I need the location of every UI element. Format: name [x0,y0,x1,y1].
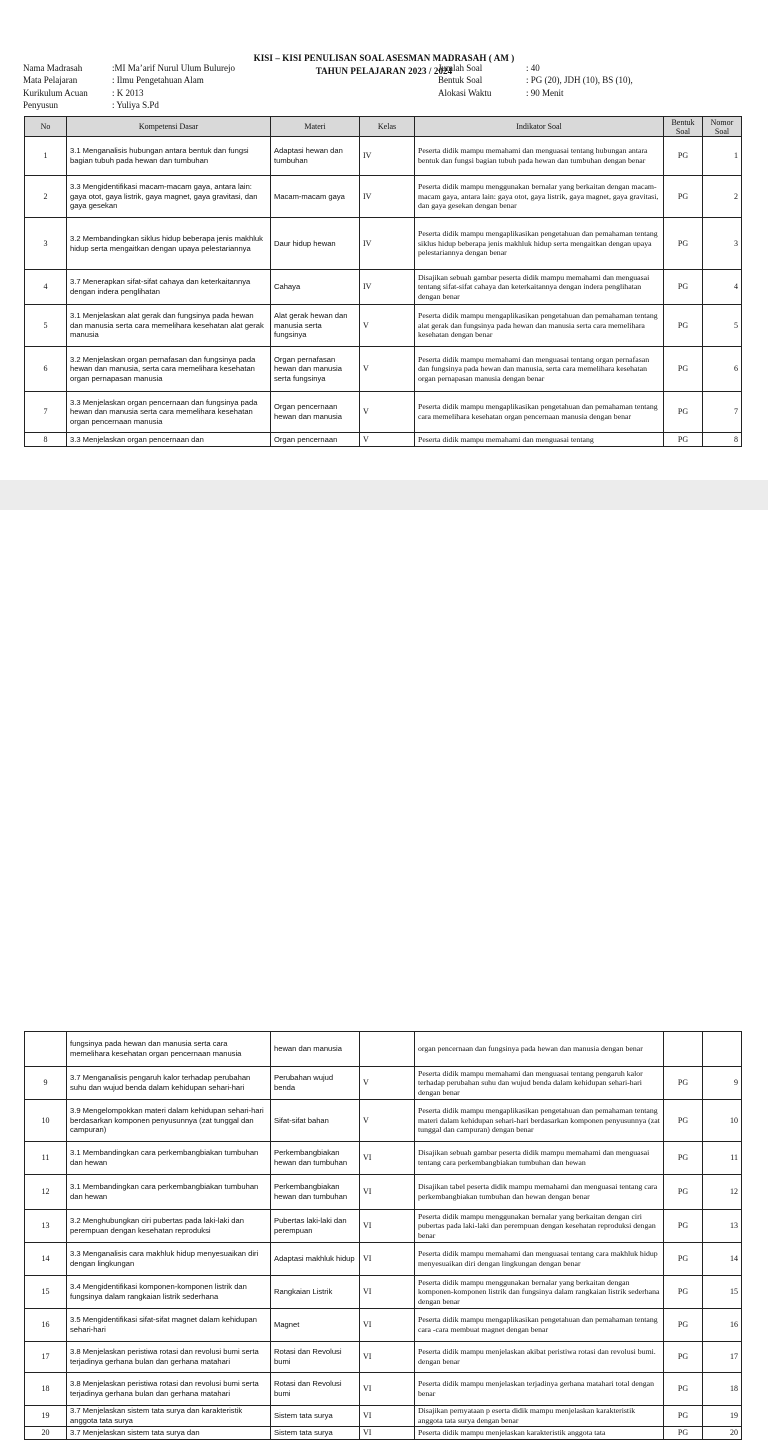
cell-indikator-soal: Peserta didik mampu menjelaskan karakteristik anggota tata [415,1427,664,1440]
kisi-table-page-1 [24,116,742,447]
table-row [25,392,742,433]
cell-nomor-soal: 14 [703,1243,742,1276]
cell-indikator-soal: Disajikan pernyataan p eserta didik mampu menjelaskan karakteristik anggota tata surya dengan benar [415,1406,664,1427]
cell-nomor-soal: 6 [703,347,742,392]
cell-bentuk-soal: PG [664,347,703,392]
cell-bentuk-soal: PG [664,1142,703,1175]
document-title: KISI – KISI PENULISAN SOAL ASESMAN MADRASAH ( AM ) [253,53,515,63]
document-subtitle: TAHUN PELAJARAN 2023 / 2024 [315,66,453,76]
cell-no: 4 [25,270,67,305]
cell-bentuk-soal: PG [664,392,703,433]
column-header: Indikator Soal [415,117,664,137]
cell-no: 5 [25,305,67,347]
cell-bentuk-soal: PG [664,176,703,218]
cell-indikator-soal: Peserta didik mampu mengaplikasikan pengetahuan dan pemahaman tentang materi dalam kehidupan sehari-hari berdasarkan komponen penyusunnya (zat tunggal dan campuran) dengan benar [415,1100,664,1142]
cell-kelas: V [360,1100,415,1142]
cell-indikator-soal: Disajikan sebuah gambar peserta didik mampu memahami dan menguasai tentang sifat-sifat cahaya dan keterkaitannya dengan indera penglihatan dengan benar [415,270,664,305]
cell-kompetensi-dasar: 3.1 Membandingkan cara perkembangbiakan tumbuhan dan hewan [67,1142,271,1175]
cell-indikator-soal: organ pencernaan dan fungsinya pada hewan dan manusia dengan benar [415,1032,664,1067]
document-page-2 [0,510,768,1438]
cell-kompetensi-dasar: 3.7 Menganalisis pengaruh kalor terhadap perubahan suhu dan wujud benda dalam kehidupan sehari-hari [67,1067,271,1100]
cell-kompetensi-dasar: 3.4 Mengidentifikasi komponen-komponen listrik dan fungsinya dalam rangkaian listrik sederhana [67,1276,271,1309]
cell-indikator-soal: Peserta didik mampu menggunakan bernalar yang berkaitan dengan macam-macam gaya, antara lain: gaya otot, gaya listrik, gaya magnet, gaya gravitasi, dan gaya gesekan dengan benar [415,176,664,218]
cell-kelas: VI [360,1243,415,1276]
cell-kelas: V [360,392,415,433]
cell-nomor-soal: 10 [703,1100,742,1142]
cell-kelas: VI [360,1210,415,1243]
cell-nomor-soal: 3 [703,218,742,270]
info-label: Alokasi Waktu [438,87,492,98]
info-value: : 40 [526,63,540,73]
cell-indikator-soal: Peserta didik mampu memahami dan menguasai tentang [415,433,664,447]
cell-indikator-soal: Peserta didik mampu menggunakan bernalar yang berkaitan dengan komponen-komponen listrik dan fungsinya dalam rangkaian listrik sederhana dengan benar [415,1276,664,1309]
column-header: Kelas [360,117,415,137]
info-value: : K 2013 [112,87,144,98]
cell-kompetensi-dasar: 3.8 Menjelaskan peristiwa rotasi dan revolusi bumi serta terjadinya gerhana bulan dan gerhana matahari [67,1342,271,1373]
cell-kelas: V [360,347,415,392]
cell-nomor-soal: 20 [703,1427,742,1440]
cell-indikator-soal: Disajikan tabel peserta didik mampu memahami dan menguasai tentang cara perkembangbiakan tumbuhan dan hewan dengan benar [415,1175,664,1210]
cell-kelas: VI [360,1175,415,1210]
cell-nomor-soal: 9 [703,1067,742,1100]
cell-kelas: VI [360,1427,415,1440]
cell-bentuk-soal: PG [664,1210,703,1243]
cell-no: 11 [25,1142,67,1175]
cell-materi: Adaptasi makhluk hidup [271,1243,360,1276]
cell-materi: Macam-macam gaya [271,176,360,218]
cell-kompetensi-dasar: 3.7 Menjelaskan sistem tata surya dan karakteristik anggota tata surya [67,1406,271,1427]
cell-materi: Perubahan wujud benda [271,1067,360,1100]
cell-nomor-soal: 17 [703,1342,742,1373]
cell-bentuk-soal: PG [664,1243,703,1276]
cell-materi: Sifat-sifat bahan [271,1100,360,1142]
cell-kompetensi-dasar: 3.7 Menjelaskan sistem tata surya dan [67,1427,271,1440]
cell-kompetensi-dasar: 3.1 Menjelaskan alat gerak dan fungsinya pada hewan dan manusia serta cara memelihara kesehatan alat gerak manusia [67,305,271,347]
cell-bentuk-soal: PG [664,1309,703,1342]
cell-bentuk-soal: PG [664,1276,703,1309]
cell-materi: Daur hidup hewan [271,218,360,270]
info-row [23,62,235,74]
table-row [25,1067,742,1100]
cell-kompetensi-dasar: 3.7 Menerapkan sifat-sifat cahaya dan keterkaitannya dengan indera penglihatan [67,270,271,305]
cell-indikator-soal: Peserta didik mampu menggunakan bernalar yang berkaitan dengan ciri pubertas pada laki-laki dan perempuan dengan kesehatan reproduksi dengan benar [415,1210,664,1243]
cell-nomor-soal: 15 [703,1276,742,1309]
cell-kompetensi-dasar: 3.3 Mengidentifikasi macam-macam gaya, antara lain: gaya otot, gaya listrik, gaya magnet, gaya gravitasi, dan gaya gesekan [67,176,271,218]
info-label: Kurikulum Acuan [23,87,88,98]
cell-kompetensi-dasar: 3.3 Menjelaskan organ pencernaan dan [67,433,271,447]
table-header-row [25,117,742,137]
table-row [25,270,742,305]
cell-kelas: VI [360,1276,415,1309]
table-row [25,347,742,392]
cell-materi: Sistem tata surya [271,1406,360,1427]
cell-bentuk-soal: PG [664,433,703,447]
cell-materi: Pubertas laki-laki dan perempuan [271,1210,360,1243]
cell-kompetensi-dasar: 3.2 Menjelaskan organ pernafasan dan fungsinya pada hewan dan manusia, serta cara memelihara kesehatan organ pernapasan manusia [67,347,271,392]
cell-nomor-soal: 12 [703,1175,742,1210]
cell-kompetensi-dasar: 3.8 Menjelaskan peristiwa rotasi dan revolusi bumi serta terjadinya gerhana bulan dan gerhana matahari [67,1373,271,1406]
cell-materi: Perkembangbiakan hewan dan tumbuhan [271,1175,360,1210]
table-row [25,1406,742,1427]
column-header: No [25,117,67,137]
cell-no: 6 [25,347,67,392]
cell-nomor-soal: 11 [703,1142,742,1175]
cell-materi: Adaptasi hewan dan tumbuhan [271,137,360,176]
column-header: Nomor Soal [703,117,742,137]
document-page-1 [0,0,768,480]
table-row [25,1309,742,1342]
kisi-table-page-2 [24,1031,742,1440]
cell-no: 12 [25,1175,67,1210]
column-header: Kompetensi Dasar [67,117,271,137]
cell-bentuk-soal: PG [664,218,703,270]
cell-kelas: VI [360,1309,415,1342]
info-row [23,87,235,99]
cell-no: 2 [25,176,67,218]
info-row [23,74,235,86]
cell-kelas: VI [360,1342,415,1373]
cell-nomor-soal: 5 [703,305,742,347]
cell-bentuk-soal: PG [664,270,703,305]
info-label: Mata Pelajaran [23,75,78,86]
cell-no: 8 [25,433,67,447]
cell-materi: Alat gerak hewan dan manusia serta fungsinya [271,305,360,347]
cell-bentuk-soal: PG [664,1373,703,1406]
column-header: Materi [271,117,360,137]
cell-nomor-soal: 2 [703,176,742,218]
info-label: Nama Madrasah [23,63,83,73]
cell-bentuk-soal: PG [664,305,703,347]
cell-nomor-soal: 8 [703,433,742,447]
cell-kompetensi-dasar: 3.2 Menghubungkan ciri pubertas pada laki-laki dan perempuan dengan kesehatan reproduksi [67,1210,271,1243]
cell-kelas: IV [360,270,415,305]
cell-bentuk-soal [664,1032,703,1067]
table-row [25,1276,742,1309]
cell-bentuk-soal: PG [664,1067,703,1100]
cell-materi: Cahaya [271,270,360,305]
cell-kelas: VI [360,1406,415,1427]
cell-kelas: V [360,305,415,347]
cell-kompetensi-dasar: 3.3 Menganalisis cara makhluk hidup menyesuaikan diri dengan lingkungan [67,1243,271,1276]
info-row [438,62,633,74]
cell-indikator-soal: Peserta didik mampu memahami dan menguasai tentang organ pernafasan dan fungsinya pada hewan dan manusia, serta cara memelihara kesehatan organ pernapasan manusia dengan benar [415,347,664,392]
page-gap [0,480,768,510]
cell-materi: Rotasi dan Revolusi bumi [271,1342,360,1373]
table-row [25,433,742,447]
cell-kelas: VI [360,1142,415,1175]
info-row [23,99,235,111]
cell-kelas [360,1032,415,1067]
cell-materi: Magnet [271,1309,360,1342]
cell-materi: Organ pencernaan hewan dan manusia [271,392,360,433]
cell-kelas: IV [360,218,415,270]
cell-no: 16 [25,1309,67,1342]
cell-materi: hewan dan manusia [271,1032,360,1067]
info-left [23,62,235,111]
cell-no: 18 [25,1373,67,1406]
cell-nomor-soal: 4 [703,270,742,305]
cell-indikator-soal: Peserta didik mampu menjelaskan terjadinya gerhana matahari total dengan benar [415,1373,664,1406]
table-row [25,1210,742,1243]
cell-bentuk-soal: PG [664,1427,703,1440]
info-row [438,74,633,86]
cell-nomor-soal: 1 [703,137,742,176]
cell-no: 15 [25,1276,67,1309]
table-row [25,1427,742,1440]
cell-no [25,1032,67,1067]
table-row [25,1373,742,1406]
cell-materi: Sistem tata surya [271,1427,360,1440]
cell-no: 10 [25,1100,67,1142]
cell-indikator-soal: Peserta didik mampu mengaplikasikan pengetahuan dan pemahaman tentang siklus hidup beberapa jenis makhluk hidup serta mengaitkan dengan upaya pelestariannya dengan benar [415,218,664,270]
info-label: Bentuk Soal [438,75,483,86]
cell-kelas: VI [360,1373,415,1406]
cell-indikator-soal: Peserta didik mampu mengaplikasikan pengetahuan dan pemahaman tentang cara memelihara kesehatan organ pencernaan manusia dengan benar [415,392,664,433]
info-value: : PG (20), JDH (10), BS (10), [526,75,633,86]
info-value: : Yuliya S.Pd [112,99,159,110]
cell-indikator-soal: Peserta didik mampu memahami dan menguasai tentang hubungan antara bentuk dan fungsi bagian tubuh pada hewan dan tumbuhan dengan benar [415,137,664,176]
cell-bentuk-soal: PG [664,137,703,176]
table-row [25,1142,742,1175]
cell-indikator-soal: Peserta didik mampu memahami dan menguasai tentang pengaruh kalor terhadap perubahan suhu dan wujud benda dalam kehidupan sehari-hari dengan benar [415,1067,664,1100]
cell-no: 1 [25,137,67,176]
cell-nomor-soal: 13 [703,1210,742,1243]
cell-kelas: IV [360,137,415,176]
info-row [438,87,633,99]
cell-materi: Rotasi dan Revolusi bumi [271,1373,360,1406]
cell-indikator-soal: Peserta didik mampu memahami dan menguasai tentang cara makhluk hidup menyesuaikan diri dengan lingkungan dengan benar [415,1243,664,1276]
table-row [25,1100,742,1142]
cell-kelas: V [360,433,415,447]
cell-nomor-soal [703,1032,742,1067]
info-value: :MI Ma’arif Nurul Ulum Bulurejo [112,63,235,73]
cell-bentuk-soal: PG [664,1406,703,1427]
table-row [25,1243,742,1276]
cell-indikator-soal: Peserta didik mampu mengaplikasikan pengetahuan dan pemahaman tentang alat gerak dan fungsinya pada hewan dan manusia serta cara memelihara kesehatan dengan benar [415,305,664,347]
cell-kelas: V [360,1067,415,1100]
cell-no: 9 [25,1067,67,1100]
cell-nomor-soal: 7 [703,392,742,433]
cell-kompetensi-dasar: 3.2 Membandingkan siklus hidup beberapa jenis makhluk hidup serta mengaitkan dengan upaya pelestariannya [67,218,271,270]
cell-materi: Rangkaian Listrik [271,1276,360,1309]
cell-materi: Perkembangbiakan hewan dan tumbuhan [271,1142,360,1175]
cell-no: 14 [25,1243,67,1276]
cell-kompetensi-dasar: 3.9 Mengelompokkan materi dalam kehidupan sehari-hari berdasarkan komponen penyusunnya (zat tunggal dan campuran) [67,1100,271,1142]
info-label: Penyusun [23,99,59,110]
table-row [25,176,742,218]
cell-bentuk-soal: PG [664,1100,703,1142]
cell-bentuk-soal: PG [664,1342,703,1373]
table-row [25,1342,742,1373]
cell-kompetensi-dasar: 3.1 Menganalisis hubungan antara bentuk dan fungsi bagian tubuh pada hewan dan tumbuhan [67,137,271,176]
cell-nomor-soal: 19 [703,1406,742,1427]
info-label: Jumlah Soal [438,63,483,73]
cell-no: 7 [25,392,67,433]
table-row [25,1032,742,1067]
table-row [25,305,742,347]
column-header: Bentuk Soal [664,117,703,137]
cell-kompetensi-dasar: 3.1 Membandingkan cara perkembangbiakan tumbuhan dan hewan [67,1175,271,1210]
cell-no: 3 [25,218,67,270]
cell-no: 19 [25,1406,67,1427]
cell-no: 17 [25,1342,67,1373]
table-row [25,1175,742,1210]
info-right [438,62,633,99]
table-row [25,218,742,270]
cell-kelas: IV [360,176,415,218]
cell-no: 13 [25,1210,67,1243]
cell-kompetensi-dasar: fungsinya pada hewan dan manusia serta cara memelihara kesehatan organ pencernaan manusia [67,1032,271,1067]
cell-indikator-soal: Peserta didik mampu mengaplikasikan pengetahuan dan pemahaman tentang cara -cara membuat magnet dengan benar [415,1309,664,1342]
cell-kompetensi-dasar: 3.3 Menjelaskan organ pencernaan dan fungsinya pada hewan dan manusia serta cara memelihara kesehatan organ pencernaan manusia [67,392,271,433]
cell-kompetensi-dasar: 3.5 Mengidentifikasi sifat-sifat magnet dalam kehidupan sehari-hari [67,1309,271,1342]
cell-nomor-soal: 16 [703,1309,742,1342]
info-value: : Ilmu Pengetahuan Alam [112,75,204,86]
cell-materi: Organ pernafasan hewan dan manusia serta fungsinya [271,347,360,392]
cell-indikator-soal: Peserta didik mampu menjelaskan akibat peristiwa rotasi dan revolusi bumi. dengan benar [415,1342,664,1373]
cell-bentuk-soal: PG [664,1175,703,1210]
cell-no: 20 [25,1427,67,1440]
table-row [25,137,742,176]
cell-materi: Organ pencernaan [271,433,360,447]
cell-nomor-soal: 18 [703,1373,742,1406]
cell-indikator-soal: Disajikan sebuah gambar peserta didik mampu memahami dan menguasai tentang cara perkembangbiakan tumbuhan dan hewan [415,1142,664,1175]
info-value: : 90 Menit [526,87,564,98]
